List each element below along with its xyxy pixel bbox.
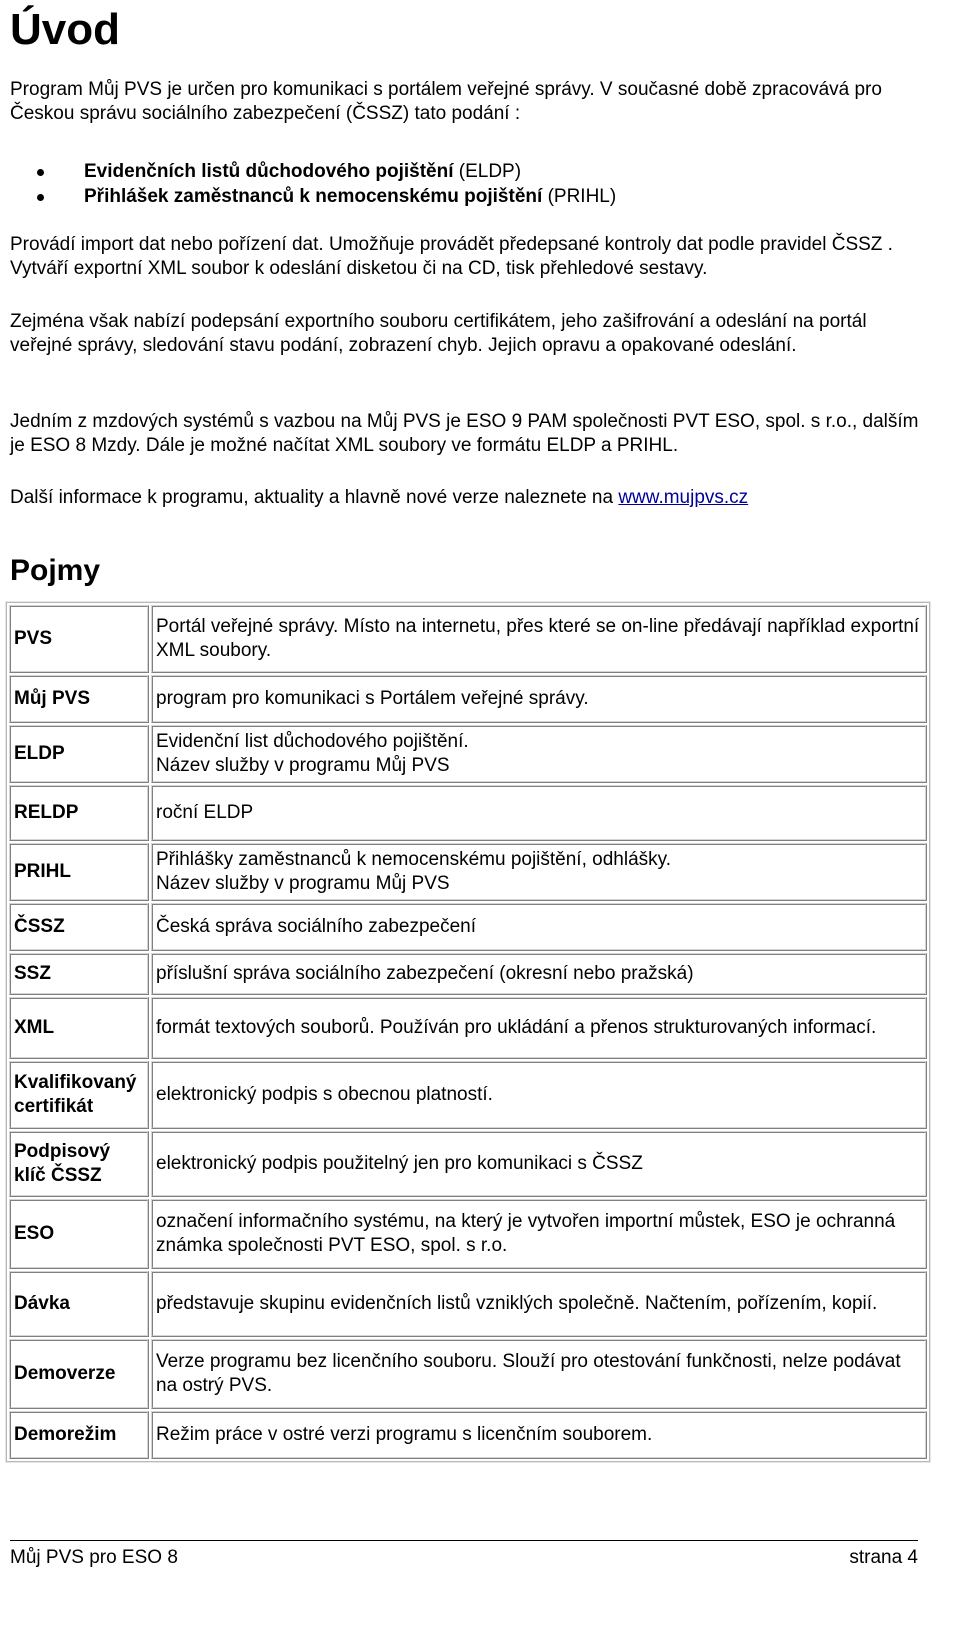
- definition-cell: program pro komunikaci s Portálem veřejné správy.: [151, 675, 927, 723]
- term-cell: Demorežim: [9, 1411, 149, 1459]
- table-row: [9, 785, 927, 841]
- terms-heading: Pojmy: [10, 554, 101, 587]
- term-cell: Podpisový klíč ČSSZ: [9, 1131, 149, 1197]
- signing-paragraph: Zejména však nabízí podepsání exportního souboru certifikátem, jeho zašifrování a odeslání na portál veřejné správy, sledování stavu podání, zobrazení chyb. Jejich opravu a opakované odeslání.: [10, 311, 867, 356]
- definition-cell: elektronický podpis s obecnou platností.: [151, 1061, 927, 1129]
- term-cell: PRIHL: [9, 843, 149, 901]
- table-row: [9, 843, 927, 901]
- table-row: [9, 675, 927, 723]
- term-cell: Můj PVS: [9, 675, 149, 723]
- table-row: [9, 1339, 927, 1409]
- footer-page-number: strana 4: [849, 1547, 918, 1568]
- term-cell: Dávka: [9, 1271, 149, 1337]
- term-cell: Demoverze: [9, 1339, 149, 1409]
- table-row: [9, 1199, 927, 1269]
- definition-cell: Přihlášky zaměstnanců k nemocenskému pojištění, odhlášky. Název služby v programu Můj PVS: [151, 843, 927, 901]
- terms-table: [6, 602, 930, 1462]
- list-item: [10, 160, 616, 185]
- definition-cell: formát textových souborů. Používán pro ukládání a přenos strukturovaných informací.: [151, 997, 927, 1059]
- footer-document-title: Můj PVS pro ESO 8: [10, 1547, 178, 1568]
- more-info-text: Další informace k programu, aktuality a hlavně nové verze naleznete na: [10, 487, 619, 508]
- definition-cell: Česká správa sociálního zabezpečení: [151, 903, 927, 951]
- list-item-rest: (PRIHL): [542, 186, 617, 207]
- intro-paragraph: Program Můj PVS je určen pro komunikaci s portálem veřejné správy. V současné době zpracovává pro Českou správu sociálního zabezpečení (ČSSZ) tato podání :: [10, 79, 882, 124]
- term-cell: SSZ: [9, 953, 149, 995]
- term-cell: ELDP: [9, 725, 149, 783]
- term-cell: ESO: [9, 1199, 149, 1269]
- definition-cell: označení informačního systému, na který je vytvořen importní můstek, ESO je ochranná známka společnosti PVT ESO, spol. s r.o.: [151, 1199, 927, 1269]
- definition-cell: roční ELDP: [151, 785, 927, 841]
- list-item-bold: Evidenčních listů důchodového pojištění: [84, 161, 454, 182]
- term-cell: Kvalifikovaný certifikát: [9, 1061, 149, 1129]
- term-cell: PVS: [9, 605, 149, 673]
- definition-cell: Režim práce v ostré verzi programu s licenčním souborem.: [151, 1411, 927, 1459]
- table-row: [9, 605, 927, 673]
- features-paragraph: Provádí import dat nebo pořízení dat. Umožňuje provádět předepsané kontroly dat podle pravidel ČSSZ . Vytváří exportní XML soubor k odeslání disketou či na CD, tisk přehledové sestavy.: [10, 234, 893, 279]
- more-info-paragraph: [10, 486, 930, 510]
- table-row: [9, 1131, 927, 1197]
- table-row: [9, 903, 927, 951]
- intro-heading: Úvod: [10, 5, 120, 54]
- definition-cell: elektronický podpis použitelný jen pro komunikaci s ČSSZ: [151, 1131, 927, 1197]
- payroll-systems-paragraph: Jedním z mzdových systémů s vazbou na Můj PVS je ESO 9 PAM společnosti PVT ESO, spol. s r.o., dalším je ESO 8 Mzdy. Dále je možné načítat XML soubory ve formátu ELDP a PRIHL.: [10, 411, 919, 456]
- definition-cell: Portál veřejné správy. Místo na internetu, přes které se on-line předávají například exportní XML soubory.: [151, 605, 927, 673]
- list-item: [10, 185, 616, 210]
- definition-cell: představuje skupinu evidenčních listů vzniklých společně. Načtením, pořízením, kopií.: [151, 1271, 927, 1337]
- table-row: [9, 953, 927, 995]
- table-row: [9, 725, 927, 783]
- definition-cell: Evidenční list důchodového pojištění. Název služby v programu Můj PVS: [151, 725, 927, 783]
- term-cell: ČSSZ: [9, 903, 149, 951]
- table-row: [9, 1061, 927, 1129]
- table-row: [9, 1271, 927, 1337]
- list-item-rest: (ELDP): [453, 161, 522, 182]
- definition-cell: příslušní správa sociálního zabezpečení (okresní nebo pražská): [151, 953, 927, 995]
- mujpvs-link[interactable]: www.mujpvs.cz: [618, 487, 749, 508]
- table-row: [9, 997, 927, 1059]
- table-row: [9, 1411, 927, 1459]
- definition-cell: Verze programu bez licenčního souboru. Slouží pro otestování funkčnosti, nelze podávat na ostrý PVS.: [151, 1339, 927, 1409]
- submission-types-list: [10, 160, 616, 210]
- footer-divider: [10, 1540, 918, 1541]
- list-item-bold: Přihlášek zaměstnanců k nemocenskému pojištění: [84, 186, 543, 207]
- term-cell: RELDP: [9, 785, 149, 841]
- term-cell: XML: [9, 997, 149, 1059]
